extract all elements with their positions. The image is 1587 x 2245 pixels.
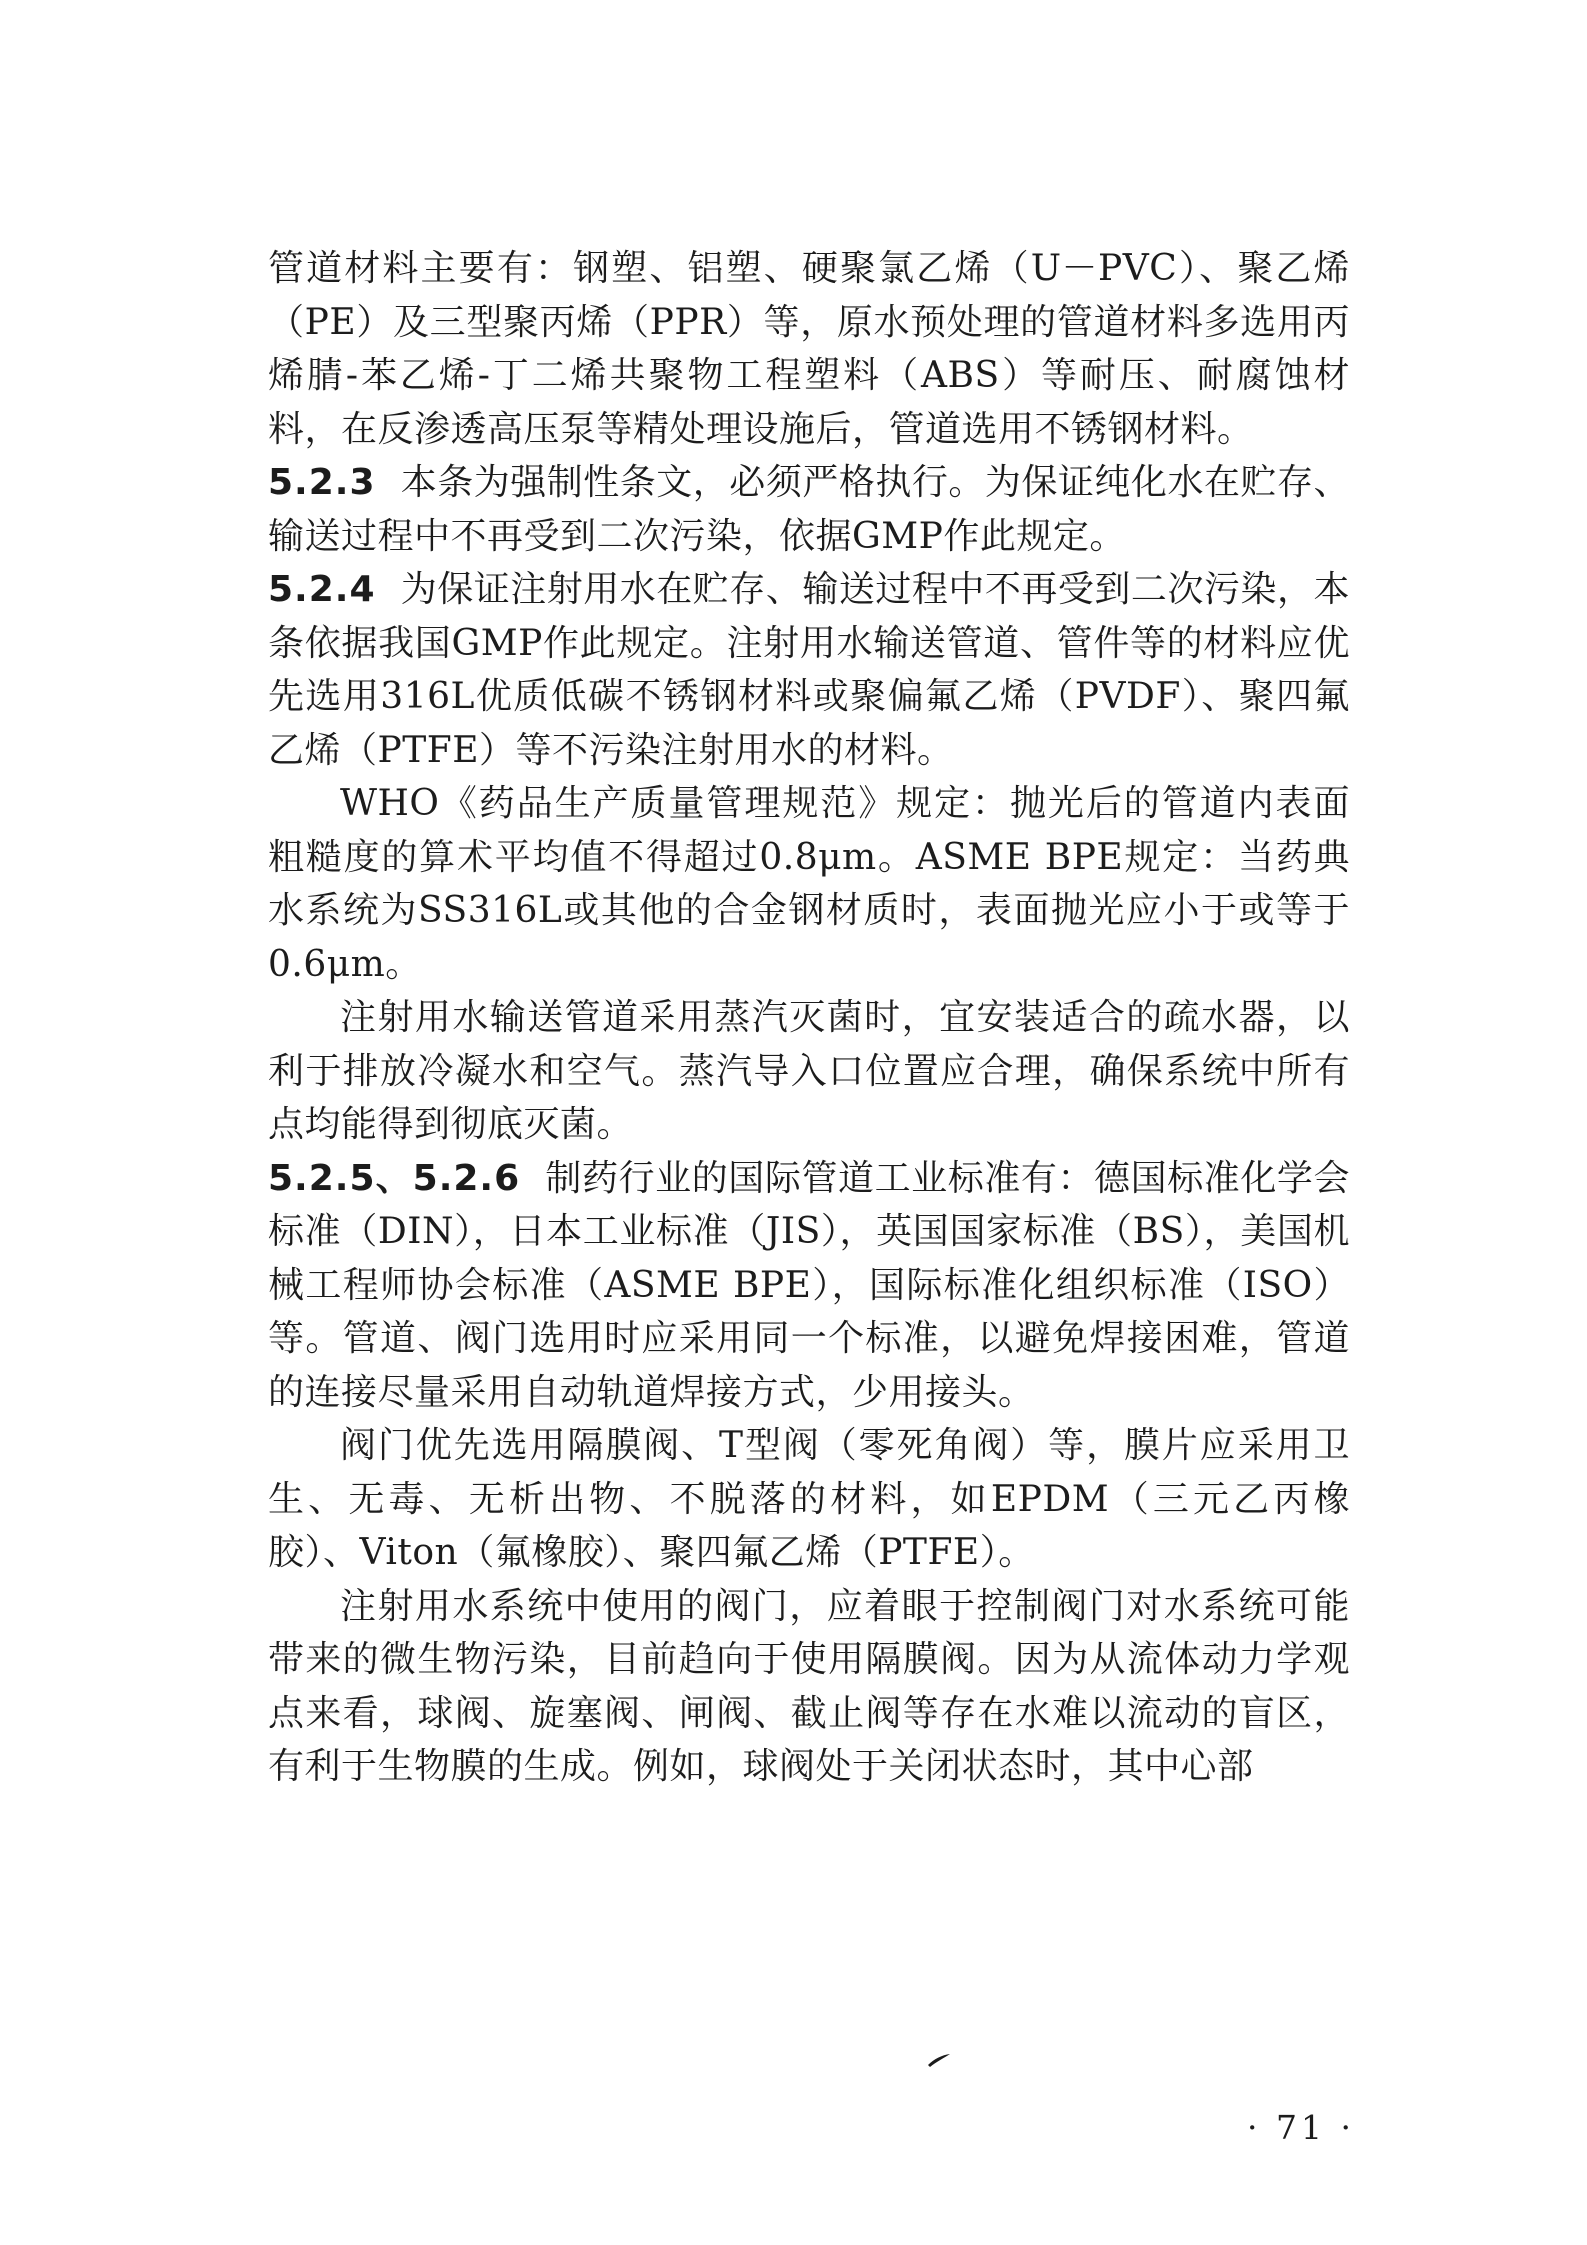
clause-number: 5.2.4 xyxy=(268,569,376,610)
clause-number: 5.2.5、5.2.6 xyxy=(268,1157,521,1199)
clause-5-2-4 xyxy=(268,563,1350,777)
paragraph-text: 本条为强制性条文，必须严格执行。为保证纯化水在贮存、输送过程中不再受到二次污染，依据GMP作此规定。 xyxy=(268,462,1350,557)
paragraph-text: 管道材料主要有：钢塑、铝塑、硬聚氯乙烯（U－PVC）、聚乙烯（PE）及三型聚丙烯（PPR）等，原水预处理的管道材料多选用丙烯腈-苯乙烯-丁二烯共聚物工程塑料（ABS）等耐压、耐腐蚀材料，在反渗透高压泵等精处理设施后，管道选用不锈钢材料。 xyxy=(268,248,1350,450)
paragraph-text: WHO《药品生产质量管理规范》规定：抛光后的管道内表面粗糙度的算术平均值不得超过0.8μm。ASME BPE规定：当药典水系统为SS316L或其他的合金钢材质时，表面抛光应小于或等于0.6μm。 xyxy=(268,783,1350,985)
page-number: · 71 · xyxy=(1247,2108,1355,2147)
paragraph-steam-sterilization xyxy=(268,991,1350,1152)
paragraph-valve-selection xyxy=(268,1419,1350,1580)
paragraph-text: 为保证注射用水在贮存、输送过程中不再受到二次污染，本条依据我国GMP作此规定。注射用水输送管道、管件等的材料应优先选用316L优质低碳不锈钢材料或聚偏氟乙烯（PVDF）、聚四氟乙烯（PTFE）等不污染注射用水的材料。 xyxy=(268,569,1350,771)
paragraph-pipe-materials xyxy=(268,242,1350,456)
ink-smudge-mark xyxy=(926,2052,952,2068)
clause-5-2-3 xyxy=(268,456,1350,563)
clause-number: 5.2.3 xyxy=(268,462,376,503)
paragraph-text: 制药行业的国际管道工业标准有：德国标准化学会标准（DIN），日本工业标准（JIS），英国国家标准（BS），美国机械工程师协会标准（ASME BPE），国际标准化组织标准（ISO）等。管道、阀门选用时应采用同一个标准，以避免焊接困难，管道的连接尽量采用自动轨道焊接方式，少用接头。 xyxy=(268,1157,1350,1413)
paragraph-text: 阀门优先选用隔膜阀、T型阀（零死角阀）等，膜片应采用卫生、无毒、无析出物、不脱落的材料，如EPDM（三元乙丙橡胶）、Viton（氟橡胶）、聚四氟乙烯（PTFE）。 xyxy=(268,1425,1350,1573)
paragraph-text: 注射用水输送管道采用蒸汽灭菌时，宜安装适合的疏水器，以利于排放冷凝水和空气。蒸汽导入口位置应合理，确保系统中所有点均能得到彻底灭菌。 xyxy=(268,997,1350,1145)
paragraph-diaphragm-valves xyxy=(268,1580,1350,1794)
paragraph-who-gmp xyxy=(268,777,1350,991)
paragraph-text: 注射用水系统中使用的阀门，应着眼于控制阀门对水系统可能带来的微生物污染，目前趋向于使用隔膜阀。因为从流体动力学观点来看，球阀、旋塞阀、闸阀、截止阀等存在水难以流动的盲区，有利于生物膜的生成。例如，球阀处于关闭状态时，其中心部 xyxy=(268,1585,1350,1787)
body-text xyxy=(268,242,1350,1794)
clause-5-2-5-5-2-6 xyxy=(268,1152,1350,1420)
